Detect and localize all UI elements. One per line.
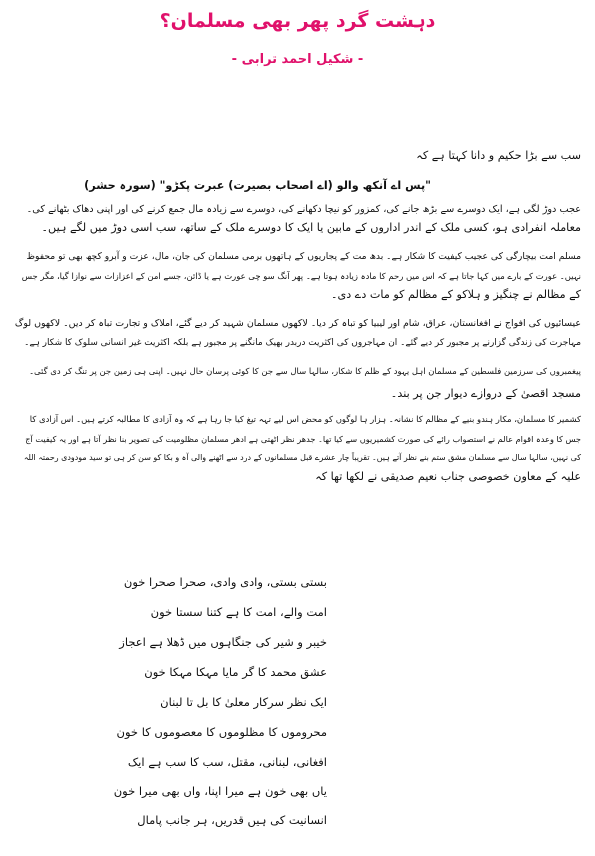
paragraph-line: نہیں۔ عورت کے بارے میں کہا جاتا ہے کہ اس میں رحم کا مادہ زیادہ ہوتا ہے۔ پھر آنگ سو چی عورت ہے یا ڈائن، جسے امن کے اعزازات سے نوازا گیا، مگر جس — [21, 271, 581, 281]
poem-line: بستی بستی، وادی وادی، صحرا صحرا خون — [123, 575, 327, 589]
poem-line: ایک نظر سرکار معلیٰ کا بل تا لبنان — [160, 695, 327, 709]
poem-line: افغانی، لبنانی، مقتل، سب کا سب ہے ایک — [127, 755, 327, 769]
intro-line: سب سے بڑا حکیم و دانا کہتا ہے کہ — [416, 149, 581, 162]
paragraph-line: کے مظالم نے چنگیز و ہلاکو کے مظالم کو مات دے دی۔ — [330, 288, 581, 301]
poem-line: محروموں کا مظلوموں کا معصوموں کا خون — [116, 725, 327, 739]
quran-quote: "پس اے آنکھ والو (اے اصحاب بصیرت) عبرت پکڑو" (سورہ حشر) — [84, 179, 431, 192]
poem-line: امت والے، امت کا ہے کتنا سستا خون — [150, 605, 327, 619]
poem-line: یاں بھی خون ہے میرا اپنا، واں بھی میرا خون — [113, 784, 327, 798]
paragraph-line: عیسائیوں کی افواج نے افغانستان، عراق، شام اور لیبیا کو تباہ کر دیا۔ لاکھوں مسلمان شہید کر دیے گئے، املاک و تجارت تباہ کر دیں۔ لاکھوں لوگ — [14, 318, 581, 329]
paragraph-line: مسجد اقصیٰ کے دروازے دیوار جن پر بند۔ — [390, 387, 581, 400]
paragraph-line: مسلم امت بیچارگی کی عجیب کیفیت کا شکار ہے۔ بدھ مت کے پجاریوں کے ہاتھوں برمی مسلمان کی جان، مال، عزت و آبرو کچھ بھی تو محفوظ — [26, 251, 581, 262]
author-line: - شکیل احمد ترابی - — [231, 52, 364, 67]
article-title: دہشت گرد پھر بھی مسلمان؟ — [159, 10, 436, 32]
paragraph-line: علیہ کے معاون خصوصی جناب نعیم صدیقی نے لکھا تھا کہ — [315, 470, 581, 483]
poem-line: خیبر و شیر کی جنگاہوں میں ڈھلا ہے اعجاز — [119, 635, 327, 649]
paragraph-line: کی نہیں، سالہا سال سے مسلمان مشق ستم بنے نظر آتے ہیں۔ تقریباً چار عشرے قبل مسلمانوں کے درد سے اٹھنے والی آہ و بکا کو سن کر ہی تو سید مودودی رحمتہ اللہ — [23, 453, 581, 462]
paragraph-line: جس کا وعدہ اقوام عالم نے استصواب رائے کی صورت کشمیریوں سے کیا تھا۔ جدھر نظر اٹھتی ہے ادھر مسلمان مظلومیت کی تصویر بنا نظر آتا ہے اور یہ کیفیت آج — [25, 434, 581, 444]
poem-line: انسانیت کی ہیں قدریں، ہر جانب پامال — [137, 813, 327, 827]
paragraph-line: پیغمبروں کی سرزمین فلسطین کے مسلمان اہل یہود کے ظلم کا شکار، سالہا سال سے جن کا کوئی پرسان حال نہیں۔ اپنی ہی زمین جن پر تنگ کر دی گئی۔ — [29, 366, 581, 376]
poem-line: عشق محمد کا گر مایا مہکا مہکا خون — [144, 665, 327, 679]
paragraph-line: مہاجرت کی زندگی گزارنے پر مجبور کر دیے گئے۔ ان مہاجروں کی اکثریت دربدر بھیک مانگنے پر مجبور ہے بلکہ اکثریت غیر انسانی سلوک کا شکار ہے۔ — [24, 338, 581, 348]
paragraph-line: عجب دوڑ لگی ہے، ایک دوسرے سے بڑھ جانے کی، کمزور کو نیچا دکھانے کی، دوسرے سے زیادہ مال جمع کرنے کی اور اپنی دھاک بٹھانے کی۔ — [26, 204, 581, 215]
paragraph-line: کشمیر کا مسلمان، مکار ہندو بنیے کے مظالم کا نشانہ۔ ہزار ہا لوگوں کو محض اس لیے تہہ تیغ کیا جا رہا ہے کہ وہ آزادی کا مطالبہ کرتے ہیں۔ اس آزادی کا — [29, 414, 581, 424]
paragraph-line: معاملہ انفرادی ہو، کسی ملک کے اندر اداروں کے مابین یا ایک کا دوسرے ملک کے ساتھ، سب اسی دوڑ میں لگے ہیں۔ — [41, 221, 581, 234]
